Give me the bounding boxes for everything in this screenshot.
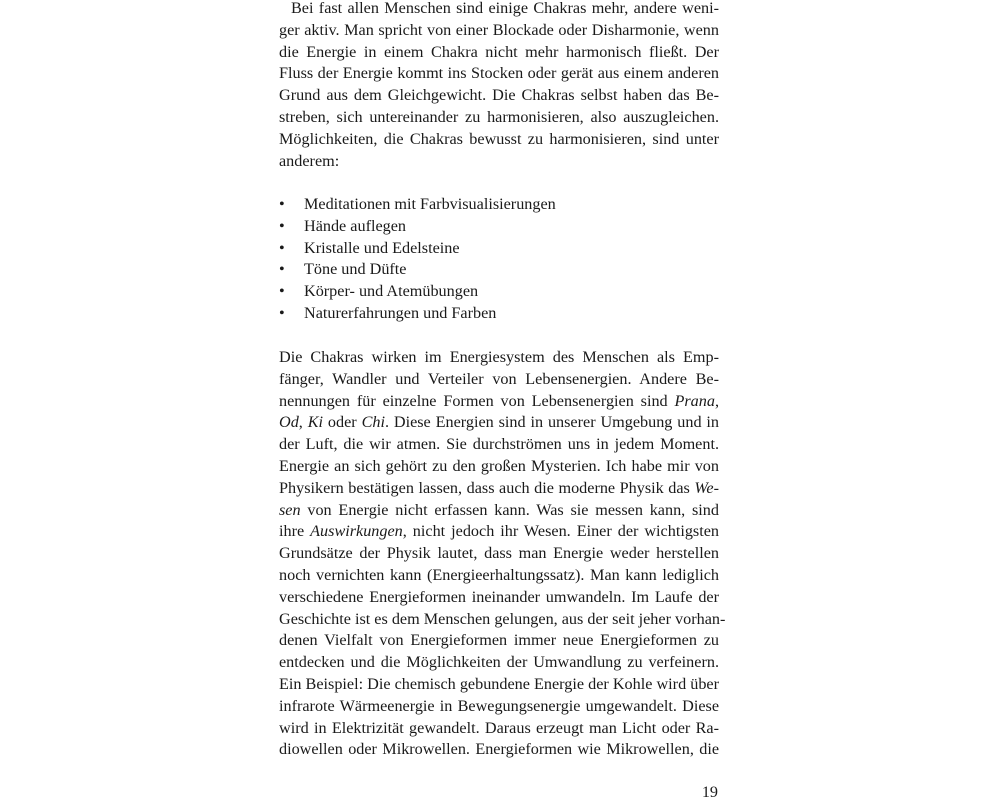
- list-item-text: Töne und Düfte: [304, 260, 407, 279]
- text-line: Grundsätze der Physik lautet, dass man Energie weder herstellen: [279, 544, 719, 563]
- text-run: ,: [298, 413, 308, 432]
- paragraph-chakra-blockade: [279, 0, 719, 172]
- text-line: Energie an sich gehört zu den großen Mysterien. Ich habe mir von: [279, 456, 719, 475]
- text-run: oder: [323, 413, 362, 432]
- harmonization-methods-list: [279, 194, 719, 325]
- text-line: entdecken und die Möglichkeiten der Umwandlung zu verfeinern.: [279, 653, 719, 672]
- italic-term: We-: [694, 478, 719, 497]
- text-line: verschiedene Energieformen ineinander umwandeln. Im Laufe der: [279, 587, 719, 606]
- text-run: nennungen für einzelne Formen von Lebensenergien sind: [279, 391, 675, 410]
- text-line: [279, 500, 719, 522]
- list-item-text: Naturerfahrungen und Farben: [304, 303, 497, 322]
- text-line: Bei fast allen Menschen sind einige Chakras mehr, andere weni-: [291, 0, 719, 17]
- bullet-icon: •: [279, 282, 285, 301]
- text-run: Physikern bestätigen lassen, dass auch die moderne Physik das: [279, 478, 695, 497]
- text-line: wird in Elektrizität gewandelt. Daraus erzeugt man Licht oder Ra-: [279, 718, 719, 737]
- text-line: Fluss der Energie kommt ins Stocken oder gerät aus einem anderen: [279, 64, 719, 83]
- list-item-text: Meditationen mit Farbvisualisierungen: [304, 195, 556, 213]
- text-line: Grund aus dem Gleichgewicht. Die Chakras selbst haben das Be-: [279, 86, 719, 105]
- text-run: , nicht jedoch ihr Wesen. Einer der wichtigsten: [402, 522, 719, 541]
- list-item: [279, 303, 719, 325]
- text-line: die Energie in einem Chakra nicht mehr harmonisch fließt. Der: [279, 42, 719, 61]
- italic-term: Prana: [674, 391, 715, 410]
- text-line: [279, 478, 719, 500]
- text-line: der Luft, die wir atmen. Sie durchströmen uns in jedem Moment.: [279, 435, 719, 454]
- text-run: ,: [714, 391, 719, 410]
- text-line: [279, 391, 719, 413]
- text-run: . Diese Energien sind in unserer Umgebung und in: [384, 413, 720, 432]
- italic-term: Ki: [307, 413, 324, 432]
- text-line: streben, sich untereinander zu harmonisieren, also auszugleichen.: [279, 107, 719, 126]
- list-item: [279, 216, 719, 238]
- text-line: [279, 412, 719, 434]
- list-item-text: Hände auflegen: [304, 216, 407, 235]
- list-item: [279, 238, 719, 260]
- paragraph-energy-system: [279, 347, 726, 761]
- italic-term: Auswirkungen: [310, 522, 403, 541]
- text-line: Ein Beispiel: Die chemisch gebundene Energie der Kohle wird über: [279, 674, 719, 693]
- bullet-icon: •: [279, 195, 285, 213]
- text-line: [279, 521, 719, 543]
- text-line: ger aktiv. Man spricht von einer Blockade oder Disharmonie, wenn: [279, 20, 719, 39]
- text-line: Die Chakras wirken im Energiesystem des Menschen als Emp-: [279, 348, 719, 366]
- text-line: Möglichkeiten, die Chakras bewusst zu harmonisieren, sind unter: [279, 129, 719, 148]
- bullet-icon: •: [279, 216, 285, 235]
- text-run: ihre: [279, 522, 311, 541]
- text-line: fänger, Wandler und Verteiler von Lebensenergien. Andere Be-: [279, 369, 719, 388]
- text-line: denen Vielfalt von Energieformen immer neue Energieformen zu: [279, 631, 719, 650]
- text-line: anderem:: [279, 151, 340, 170]
- bullet-icon: •: [279, 238, 285, 257]
- list-item: [279, 194, 719, 216]
- text-line: infrarote Wärmeenergie in Bewegungsenergie umgewandelt. Diese: [279, 696, 719, 715]
- text-line: noch vernichten kann (Energieerhaltungssatz). Man kann lediglich: [279, 565, 719, 584]
- bullet-icon: •: [279, 260, 285, 279]
- italic-term: sen: [279, 500, 301, 519]
- list-item: [279, 281, 719, 303]
- bullet-icon: •: [279, 303, 285, 322]
- italic-term: Chi: [361, 413, 385, 432]
- text-line: diowellen oder Mikrowellen. Energieformen wie Mikrowellen, die: [279, 740, 719, 759]
- text-run: von Energie nicht erfassen kann. Was sie messen kann, sind: [300, 500, 719, 519]
- list-item: [279, 259, 719, 281]
- list-item-text: Körper- und Atemübungen: [304, 282, 479, 301]
- italic-term: Od: [279, 413, 299, 432]
- list-item-text: Kristalle und Edelsteine: [304, 238, 460, 257]
- book-page: [279, 0, 726, 801]
- page-number: 19: [701, 783, 718, 801]
- text-line: Geschichte ist es dem Menschen gelungen, aus der seit jeher vorhan-: [279, 609, 726, 628]
